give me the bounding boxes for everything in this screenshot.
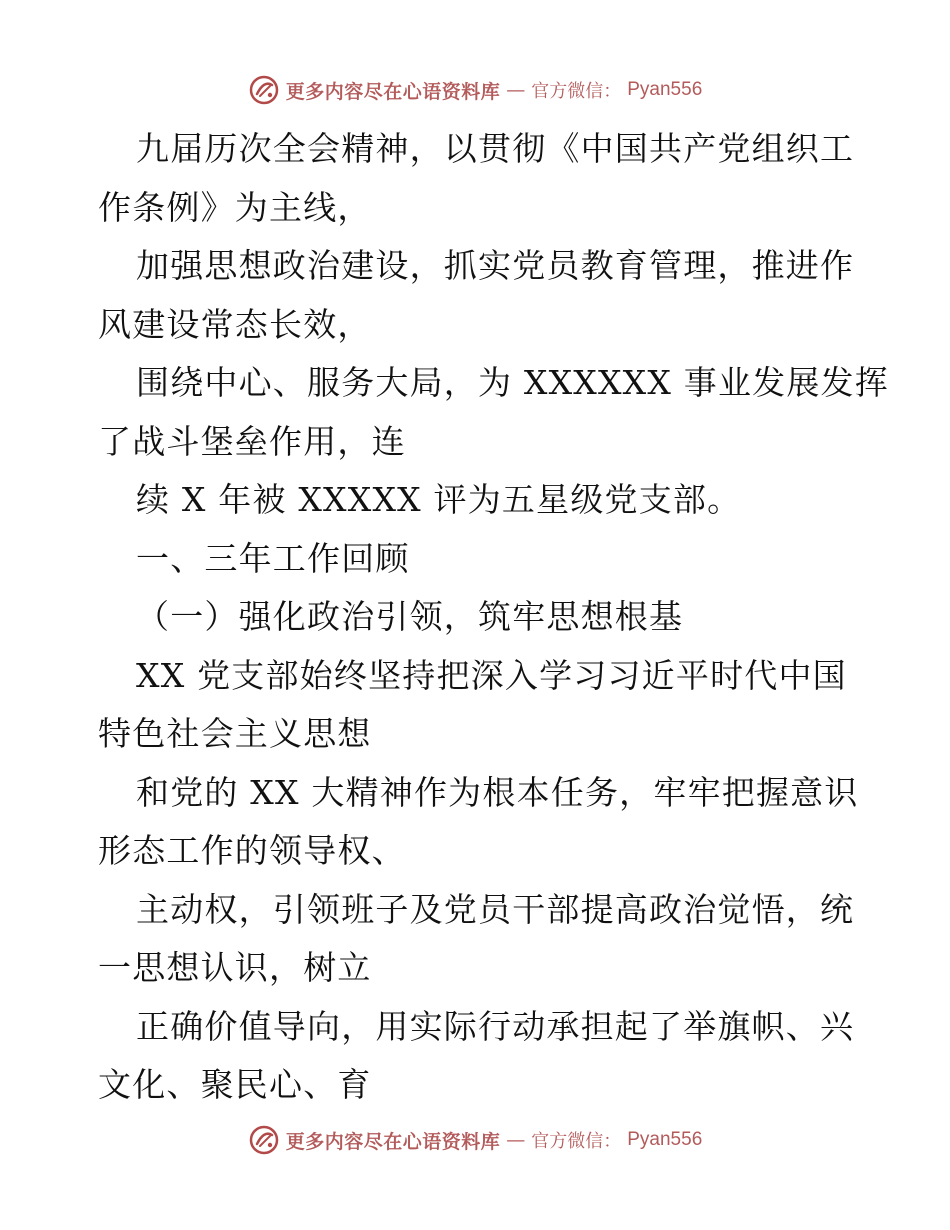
- text-line: 特色社会主义思想: [98, 714, 372, 753]
- watermark-official-label: 官方微信：: [531, 81, 622, 102]
- text-line: 了战斗堡垒作用，连: [98, 421, 406, 461]
- text-line: XX 党支部始终坚持把深入学习习近平时代中国: [136, 655, 847, 695]
- watermark-separator: —: [506, 1129, 526, 1151]
- text-line: 正确价值导向，用实际行动承担起了举旗帜、兴: [136, 1006, 855, 1046]
- text-line: 一思想认识，树立: [98, 948, 372, 987]
- text-line: 续 X 年被 XXXXX 评为五星级党支部。: [136, 480, 742, 519]
- text-line: 文化、聚民心、育: [98, 1065, 372, 1104]
- watermark-separator: —: [506, 79, 526, 101]
- text-line: 加强思想政治建设，抓实党员教育管理，推进作: [136, 246, 855, 285]
- subsection-heading: （一）强化政治引领，筑牢思想根基: [136, 597, 684, 636]
- brand-logo-icon: [248, 1124, 280, 1156]
- watermark-group: [248, 1124, 703, 1156]
- text-line: 九届历次全会精神，以贯彻《中国共产党组织工: [136, 129, 855, 168]
- text-line: 围绕中心、服务大局，为 XXXXXX 事业发展发挥: [136, 363, 889, 402]
- watermark-brand-text: 更多内容尽在心语资料库: [285, 1130, 501, 1153]
- section-heading: 一、三年工作回顾: [136, 538, 410, 578]
- watermark-official-label: 官方微信：: [531, 1131, 622, 1152]
- document-body: [98, 120, 889, 1115]
- footer-watermark: [0, 1120, 950, 1160]
- brand-logo-icon: [248, 74, 280, 106]
- text-line: 作条例》为主线，: [98, 187, 372, 227]
- text-line: 和党的 XX 大精神作为根本任务，牢牢把握意识: [136, 772, 859, 812]
- text-line: 主动权，引领班子及党员干部提高政治觉悟，统: [136, 889, 855, 929]
- watermark-wechat-id: Pyan556: [627, 79, 703, 100]
- text-line: 风建设常态长效，: [98, 304, 372, 344]
- watermark-brand-text: 更多内容尽在心语资料库: [285, 80, 501, 103]
- text-line: 形态工作的领导权、: [98, 831, 406, 870]
- watermark-wechat-id: Pyan556: [627, 1129, 703, 1150]
- watermark-group: [248, 74, 703, 106]
- header-watermark: [0, 70, 950, 110]
